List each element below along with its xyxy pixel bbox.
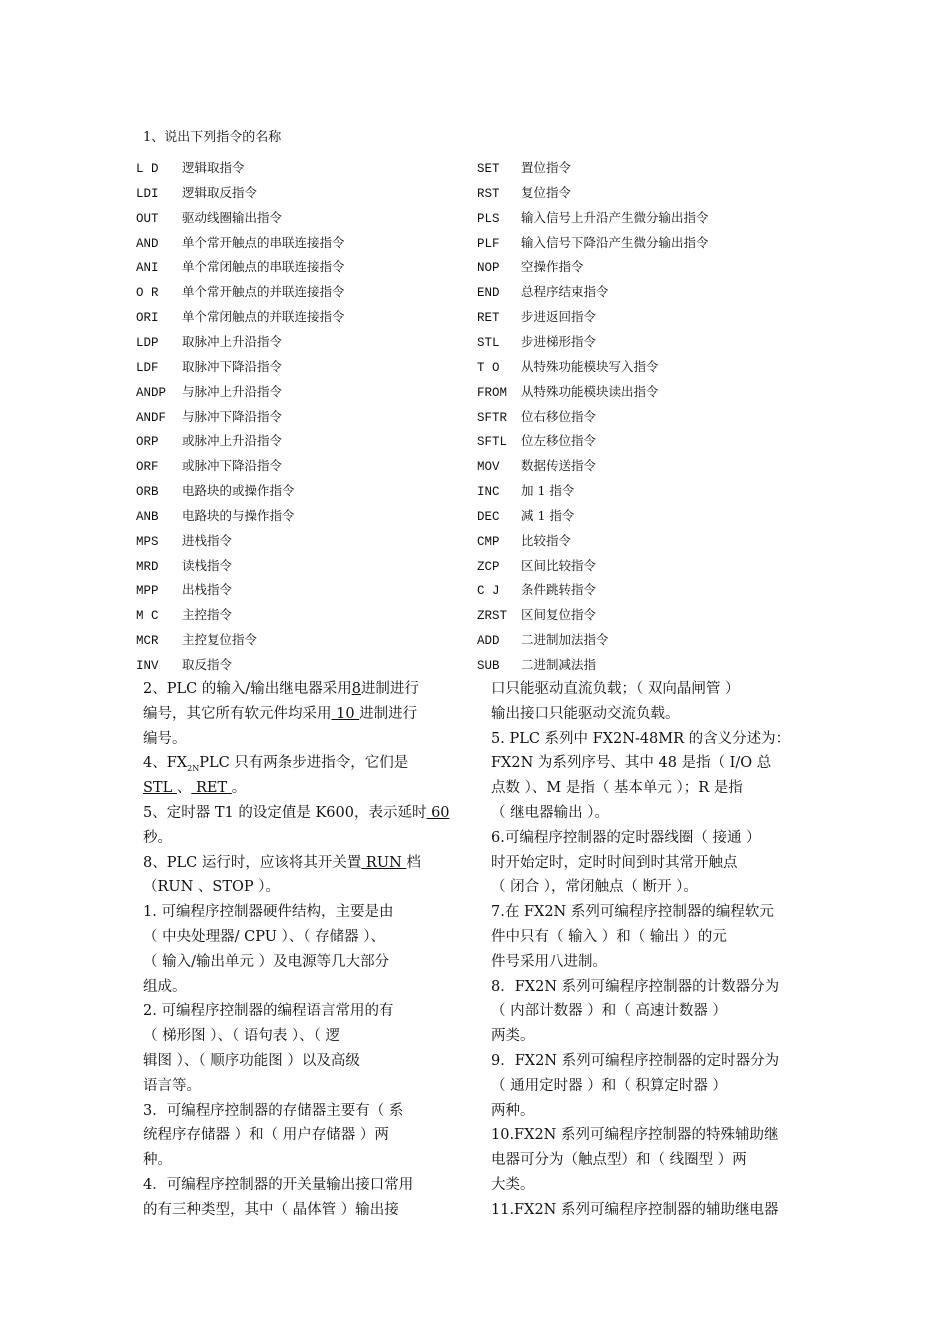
instruction-name: 读栈指令 bbox=[182, 557, 233, 573]
instruction-code: ZCP bbox=[477, 559, 500, 574]
instruction-name: 二进制减法指 bbox=[521, 657, 597, 672]
instruction-row bbox=[136, 382, 282, 400]
line: （RUN 、STOP ）。 bbox=[143, 879, 281, 896]
instruction-row bbox=[477, 655, 596, 673]
line: 口只能驱动直流负载；（ 双向晶闸管 ） bbox=[491, 681, 740, 697]
instruction-name: 输入信号下降沿产生微分输出指令 bbox=[521, 234, 709, 250]
instruction-name: 主控指令 bbox=[182, 607, 233, 623]
instruction-code: ADD bbox=[477, 634, 500, 649]
instruction-row bbox=[477, 307, 596, 325]
instruction-name: 从特殊功能模块读出指令 bbox=[521, 383, 659, 399]
instruction-name: 从特殊功能模块写入指令 bbox=[521, 358, 659, 374]
instruction-row bbox=[136, 605, 232, 623]
text: 进制进行 bbox=[359, 705, 418, 722]
instruction-name: 步进梯形指令 bbox=[521, 333, 597, 349]
instruction-name: 逻辑取指令 bbox=[182, 160, 245, 175]
line: 电器可分为（触点型）和（ 线圈型 ）两 bbox=[491, 1152, 747, 1169]
instruction-row bbox=[477, 183, 571, 201]
instruction-name: 逻辑取反指令 bbox=[182, 184, 258, 200]
instruction-code: NOP bbox=[477, 261, 500, 276]
instruction-row bbox=[477, 506, 574, 524]
instruction-code: ANDP bbox=[136, 385, 167, 400]
instruction-code: INC bbox=[477, 485, 500, 500]
answer-blank: RET bbox=[191, 780, 232, 797]
instruction-code: RST bbox=[477, 186, 500, 201]
instruction-row bbox=[136, 556, 232, 574]
instruction-row bbox=[477, 431, 596, 449]
instruction-name: 电路块的或操作指令 bbox=[182, 483, 295, 499]
line: 辑图 ）、（ 顺序功能图 ）以及高级 bbox=[143, 1052, 360, 1069]
instruction-row bbox=[136, 307, 345, 325]
instruction-row bbox=[136, 282, 345, 300]
line: （ 继电器输出 ）。 bbox=[491, 804, 609, 821]
instruction-name: 或脉冲下降沿指令 bbox=[182, 458, 283, 474]
instruction-name: 区间比较指令 bbox=[521, 557, 597, 573]
instruction-code: MOV bbox=[477, 460, 500, 475]
instruction-name: 位左移位指令 bbox=[521, 433, 597, 449]
instruction-row bbox=[477, 407, 596, 425]
line: 两种。 bbox=[491, 1102, 535, 1119]
line: （ 闭合 ），常闭触点（ 断开 ）。 bbox=[491, 879, 698, 896]
instruction-name: 空操作指令 bbox=[521, 259, 584, 275]
instruction-code: SFTR bbox=[477, 410, 508, 425]
instruction-name: 取脉冲下降沿指令 bbox=[182, 358, 283, 374]
instruction-code: SET bbox=[477, 162, 500, 176]
instruction-name: 进栈指令 bbox=[182, 532, 233, 548]
instruction-row bbox=[477, 531, 571, 549]
instruction-row bbox=[477, 233, 709, 251]
instruction-code: SUB bbox=[477, 659, 500, 673]
instruction-code: PLS bbox=[477, 211, 500, 226]
line bbox=[143, 751, 459, 776]
instruction-code: C J bbox=[477, 584, 500, 599]
instruction-row bbox=[136, 431, 282, 449]
text: 2、PLC 的输入/输出继电器采用 bbox=[143, 681, 352, 697]
instruction-row bbox=[477, 332, 596, 350]
instruction-code: ZRST bbox=[477, 609, 508, 624]
instruction-code: ORB bbox=[136, 485, 159, 500]
instruction-row bbox=[477, 257, 584, 275]
line: 点数 ）、M 是指（ 基本单元 ）；R 是指 bbox=[491, 780, 743, 797]
instruction-code: PLF bbox=[477, 236, 500, 251]
instruction-row bbox=[136, 257, 345, 275]
instruction-row bbox=[136, 332, 282, 350]
instruction-name: 加 1 指令 bbox=[521, 483, 575, 499]
instruction-code: ORP bbox=[136, 435, 159, 450]
instruction-code: MPS bbox=[136, 534, 159, 549]
line: 5. PLC 系列中 FX2N-48MR 的含义分述为： bbox=[491, 730, 791, 747]
instruction-row bbox=[477, 481, 574, 499]
instruction-name: 条件跳转指令 bbox=[521, 582, 597, 598]
instruction-name: 取脉冲上升沿指令 bbox=[182, 333, 283, 349]
instruction-row bbox=[136, 481, 295, 499]
instruction-name: 位右移位指令 bbox=[521, 408, 597, 424]
instruction-name: 单个常开触点的串联连接指令 bbox=[182, 234, 345, 250]
text: 8、PLC 运行时，应该将其开关置 bbox=[143, 854, 362, 871]
line bbox=[143, 851, 459, 876]
instruction-code: RET bbox=[477, 311, 500, 326]
line: 种。 bbox=[143, 1152, 172, 1169]
instruction-code: O R bbox=[136, 286, 159, 301]
instruction-code: AND bbox=[136, 236, 159, 251]
instruction-name: 数据传送指令 bbox=[521, 458, 597, 474]
instruction-name: 复位指令 bbox=[521, 184, 572, 200]
instruction-row bbox=[477, 580, 596, 598]
instruction-name: 主控复位指令 bbox=[182, 632, 258, 648]
instruction-name: 与脉冲下降沿指令 bbox=[182, 408, 283, 424]
line: 10.FX2N 系列可编程序控制器的特殊辅助继 bbox=[491, 1127, 779, 1144]
instruction-code: END bbox=[477, 286, 500, 301]
instruction-name: 单个常闭触点的串联连接指令 bbox=[182, 259, 345, 275]
instruction-name: 单个常闭触点的并联连接指令 bbox=[182, 309, 345, 325]
text: 4、FX bbox=[143, 755, 188, 772]
line: （ 中央处理器/ CPU ）、（ 存储器 ）、 bbox=[143, 928, 385, 945]
instruction-code: LDI bbox=[136, 186, 159, 201]
instruction-row bbox=[136, 456, 282, 474]
instruction-code: L D bbox=[136, 162, 159, 176]
instruction-name: 比较指令 bbox=[521, 532, 572, 548]
line bbox=[143, 702, 459, 727]
line: 6.可编程序控制器的定时器线圈（ 接通 ） bbox=[491, 829, 761, 846]
line: 7.在 FX2N 系列可编程序控制器的编程软元 bbox=[491, 904, 774, 921]
instruction-code: T O bbox=[477, 360, 500, 375]
instruction-code: ANDF bbox=[136, 410, 167, 425]
instruction-row bbox=[477, 382, 659, 400]
instruction-name: 驱动线圈输出指令 bbox=[182, 209, 283, 225]
instruction-row bbox=[477, 282, 609, 300]
line: 3．可编程序控制器的存储器主要有（ 系 bbox=[143, 1102, 404, 1119]
line: 秒。 bbox=[143, 829, 172, 846]
left-paragraph bbox=[143, 677, 459, 1223]
line: 输出接口只能驱动交流负载。 bbox=[491, 705, 680, 722]
line: 时开始定时，定时时间到时其常开触点 bbox=[491, 854, 738, 871]
instruction-name: 电路块的与操作指令 bbox=[182, 507, 295, 523]
instruction-name: 二进制加法指令 bbox=[521, 632, 609, 648]
instruction-code: FROM bbox=[477, 385, 508, 400]
line: （ 梯形图 ）、（ 语句表 ）、（ 逻 bbox=[143, 1028, 341, 1045]
instruction-name: 或脉冲上升沿指令 bbox=[182, 433, 283, 449]
answer-blank: STL bbox=[143, 780, 177, 797]
instruction-code: CMP bbox=[477, 534, 500, 549]
text: 进制进行 bbox=[360, 681, 419, 697]
instruction-name: 单个常开触点的并联连接指令 bbox=[182, 284, 345, 300]
instruction-name: 置位指令 bbox=[521, 160, 572, 175]
line: 两类。 bbox=[491, 1028, 535, 1045]
answer-blank: RUN bbox=[361, 854, 407, 871]
instruction-row bbox=[136, 208, 282, 226]
line: 编号。 bbox=[143, 730, 187, 747]
line: 的有三种类型，其中（ 晶体管 ）输出接 bbox=[143, 1201, 399, 1218]
instruction-row bbox=[477, 357, 659, 375]
instruction-row bbox=[136, 655, 232, 673]
instruction-row bbox=[477, 456, 596, 474]
text: PLC 只有两条步进指令，它们是 bbox=[199, 755, 409, 772]
instruction-row bbox=[136, 531, 232, 549]
line: 9．FX2N 系列可编程序控制器的定时器分为 bbox=[491, 1052, 780, 1069]
instruction-name: 取反指令 bbox=[182, 657, 233, 672]
line: 语言等。 bbox=[143, 1077, 201, 1094]
instruction-code: INV bbox=[136, 659, 159, 673]
instruction-code: DEC bbox=[477, 509, 500, 524]
instruction-name: 与脉冲上升沿指令 bbox=[182, 383, 283, 399]
instruction-name: 区间复位指令 bbox=[521, 607, 597, 623]
line: （ 通用定时器 ）和（ 积算定时器 ） bbox=[491, 1077, 727, 1094]
instruction-name: 输入信号上升沿产生微分输出指令 bbox=[521, 209, 709, 225]
right-paragraph bbox=[491, 677, 811, 1223]
line bbox=[143, 677, 459, 702]
instruction-name: 减 1 指令 bbox=[521, 507, 575, 523]
instruction-code: LDF bbox=[136, 360, 159, 375]
instruction-row bbox=[136, 630, 257, 648]
instruction-code: ORF bbox=[136, 460, 159, 475]
instruction-code: MPP bbox=[136, 584, 159, 599]
instruction-row bbox=[136, 506, 295, 524]
text: 档 bbox=[406, 854, 421, 871]
line: 件号采用八进制。 bbox=[491, 953, 607, 970]
instruction-row bbox=[136, 183, 257, 201]
instruction-row bbox=[136, 580, 232, 598]
line: 大类。 bbox=[491, 1176, 535, 1193]
instruction-code: ANB bbox=[136, 509, 159, 524]
line: 统程序存储器 ）和（ 用户存储器 ）两 bbox=[143, 1127, 389, 1144]
subscript: 2N bbox=[187, 764, 200, 774]
text: 编号，其它所有软元件均采用 bbox=[143, 705, 332, 722]
line: 2. 可编程序控制器的编程语言常用的有 bbox=[143, 1003, 394, 1020]
instruction-row bbox=[136, 158, 245, 176]
instruction-name: 出栈指令 bbox=[182, 582, 233, 598]
instruction-row bbox=[477, 556, 596, 574]
instruction-code: MCR bbox=[136, 634, 159, 649]
instruction-code: OUT bbox=[136, 211, 159, 226]
instruction-code: ORI bbox=[136, 311, 159, 326]
answer-blank: 60 bbox=[426, 804, 450, 821]
text: 。 bbox=[231, 780, 247, 797]
instruction-code: MRD bbox=[136, 559, 159, 574]
line: FX2N 为系列序号、其中 48 是指（ I/O 总 bbox=[491, 755, 772, 772]
instruction-row bbox=[477, 208, 709, 226]
section-heading: 1、说出下列指令的名称 bbox=[143, 130, 282, 145]
instruction-code: SFTL bbox=[477, 435, 508, 450]
line: 件中只有（ 输入 ）和（ 输出 ）的元 bbox=[491, 928, 727, 945]
instruction-name: 步进返回指令 bbox=[521, 309, 597, 325]
line: 4．可编程序控制器的开关量输出接口常用 bbox=[143, 1176, 414, 1193]
answer-blank: 10 bbox=[331, 705, 360, 722]
instruction-row bbox=[477, 158, 571, 176]
instruction-name: 总程序结束指令 bbox=[521, 284, 609, 300]
line: 组成。 bbox=[143, 978, 187, 995]
text: 、 bbox=[176, 780, 192, 797]
instruction-row bbox=[136, 233, 345, 251]
instruction-code: M C bbox=[136, 609, 159, 624]
line bbox=[143, 776, 459, 801]
line: 8．FX2N 系列可编程序控制器的计数器分为 bbox=[491, 978, 780, 995]
line: 1. 可编程序控制器硬件结构，主要是由 bbox=[143, 904, 394, 921]
instruction-code: ANI bbox=[136, 261, 159, 276]
line: （ 内部计数器 ）和（ 高速计数器 ） bbox=[491, 1003, 727, 1020]
instruction-code: STL bbox=[477, 335, 500, 350]
instruction-row bbox=[136, 407, 282, 425]
line bbox=[143, 801, 459, 826]
answer-blank: 8 bbox=[351, 681, 361, 697]
instruction-row bbox=[136, 357, 282, 375]
instruction-row bbox=[477, 605, 596, 623]
instruction-code: LDP bbox=[136, 335, 159, 350]
line: （ 输入/输出单元 ）及电源等几大部分 bbox=[143, 953, 390, 970]
text: 5、定时器 T1 的设定值是 K600，表示延时 bbox=[143, 804, 427, 821]
line: 11.FX2N 系列可编程序控制器的辅助继电器 bbox=[491, 1201, 779, 1218]
instruction-row bbox=[477, 630, 609, 648]
